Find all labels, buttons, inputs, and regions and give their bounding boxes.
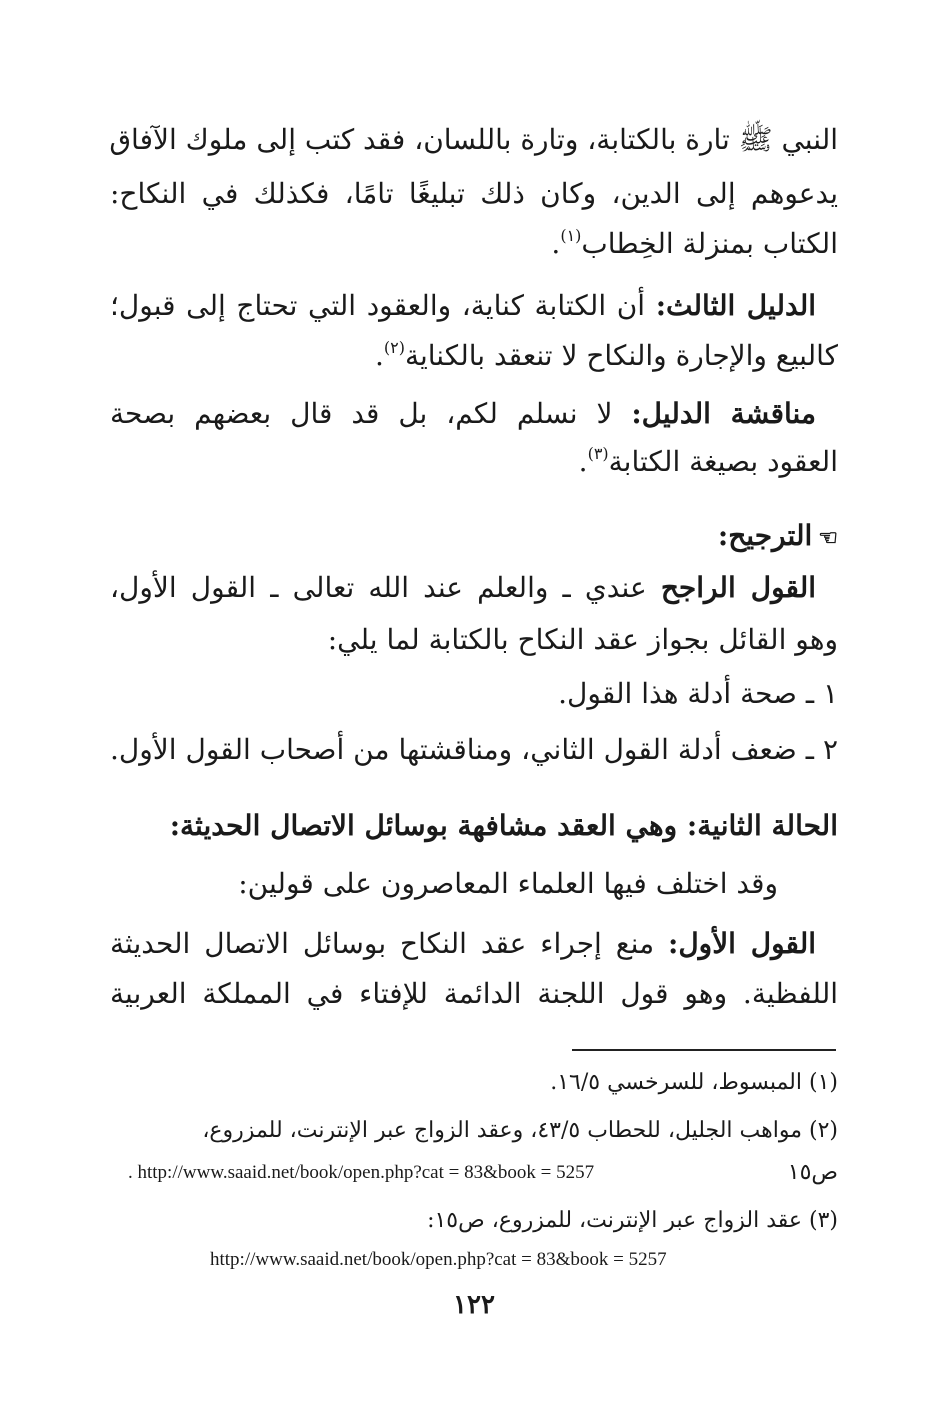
footnote-ref-2: (٢) (383, 338, 405, 357)
first-opinion-line: القول الأول: منع إجراء عقد النكاح بوسائل الاتصال الحديثة (110, 927, 817, 960)
tarjih-heading: ☜الترجيح: (718, 514, 838, 560)
body-line-15: اللفظية. وهو قول اللجنة الدائمة للإفتاء في المملكة العربية (110, 977, 838, 1010)
body-line-9: وهو القائل بجواز عقد النكاح بالكتابة لما يلي: (327, 623, 838, 656)
footnote-ref-1: (١) (560, 226, 582, 245)
third-evidence-line: الدليل الثالث: أن الكتابة كناية، والعقود التي تحتاج إلى قبول؛ (110, 289, 817, 322)
first-opinion-label: القول الأول: (668, 927, 817, 960)
list-item-2: ٢ ـ ضعف أدلة القول الثاني، ومناقشتها من أصحاب القول الأول. (110, 733, 838, 766)
body-line-7: العقود بصيغة الكتابة$^{(٣)}$. (578, 444, 838, 478)
rajih-label: القول الراجح (660, 571, 817, 604)
body-line-13: وقد اختلف فيها العلماء المعاصرون على قولين: (238, 867, 778, 900)
footnote-3-url: http://www.saaid.net/book/open.php?cat = 83&book = 5257 (210, 1249, 667, 1270)
body-line-5: كالبيع والإجارة والنكاح لا تنعقد بالكناية$^{(٢)}$. (374, 338, 838, 372)
footnote-3: (٣) عقد الزواج عبر الإنترنت، للمزروع، ص١٥: (427, 1208, 838, 1233)
footnote-separator (572, 1049, 836, 1051)
list-item-1: ١ ـ صحة أدلة هذا القول. (558, 677, 838, 710)
hand-pointer-icon: ☜ (818, 525, 838, 551)
page-number: ١٢٢ (453, 1290, 495, 1320)
discussion-line: مناقشة الدليل: لا نسلم لكم، بل قد قال بعضهم بصحة (110, 397, 816, 430)
rajih-line: القول الراجح عندي ـ والعلم عند الله تعالى ـ القول الأول، (110, 571, 817, 604)
third-evidence-label: الدليل الثالث: (655, 289, 817, 322)
body-line-2: يدعوهم إلى الدين، وكان ذلك تبليغًا تامًا، فكذلك في النكاح: (110, 177, 838, 210)
body-line-1: النبي ﷺ تارة بالكتابة، وتارة باللسان، فقد كتب إلى ملوك الآفاق (109, 123, 838, 156)
footnote-2-page: ص١٥ (787, 1160, 838, 1185)
body-line-3: الكتاب بمنزلة الخِطاب$^{(١)}$. (551, 226, 838, 260)
case-two-heading: الحالة الثانية: وهي العقد مشافهة بوسائل الاتصال الحديثة: (169, 809, 838, 842)
footnote-2-url: . http://www.saaid.net/book/open.php?cat = 83&book = 5257 (128, 1162, 595, 1183)
footnote-1: (١) المبسوط، للسرخسي ١٦/٥. (550, 1070, 838, 1095)
footnote-ref-3: (٣) (587, 444, 609, 463)
footnote-2: (٢) مواهب الجليل، للحطاب ٤٣/٥، وعقد الزواج عبر الإنترنت، للمزروع، (202, 1118, 838, 1143)
discussion-label: مناقشة الدليل: (631, 397, 816, 430)
